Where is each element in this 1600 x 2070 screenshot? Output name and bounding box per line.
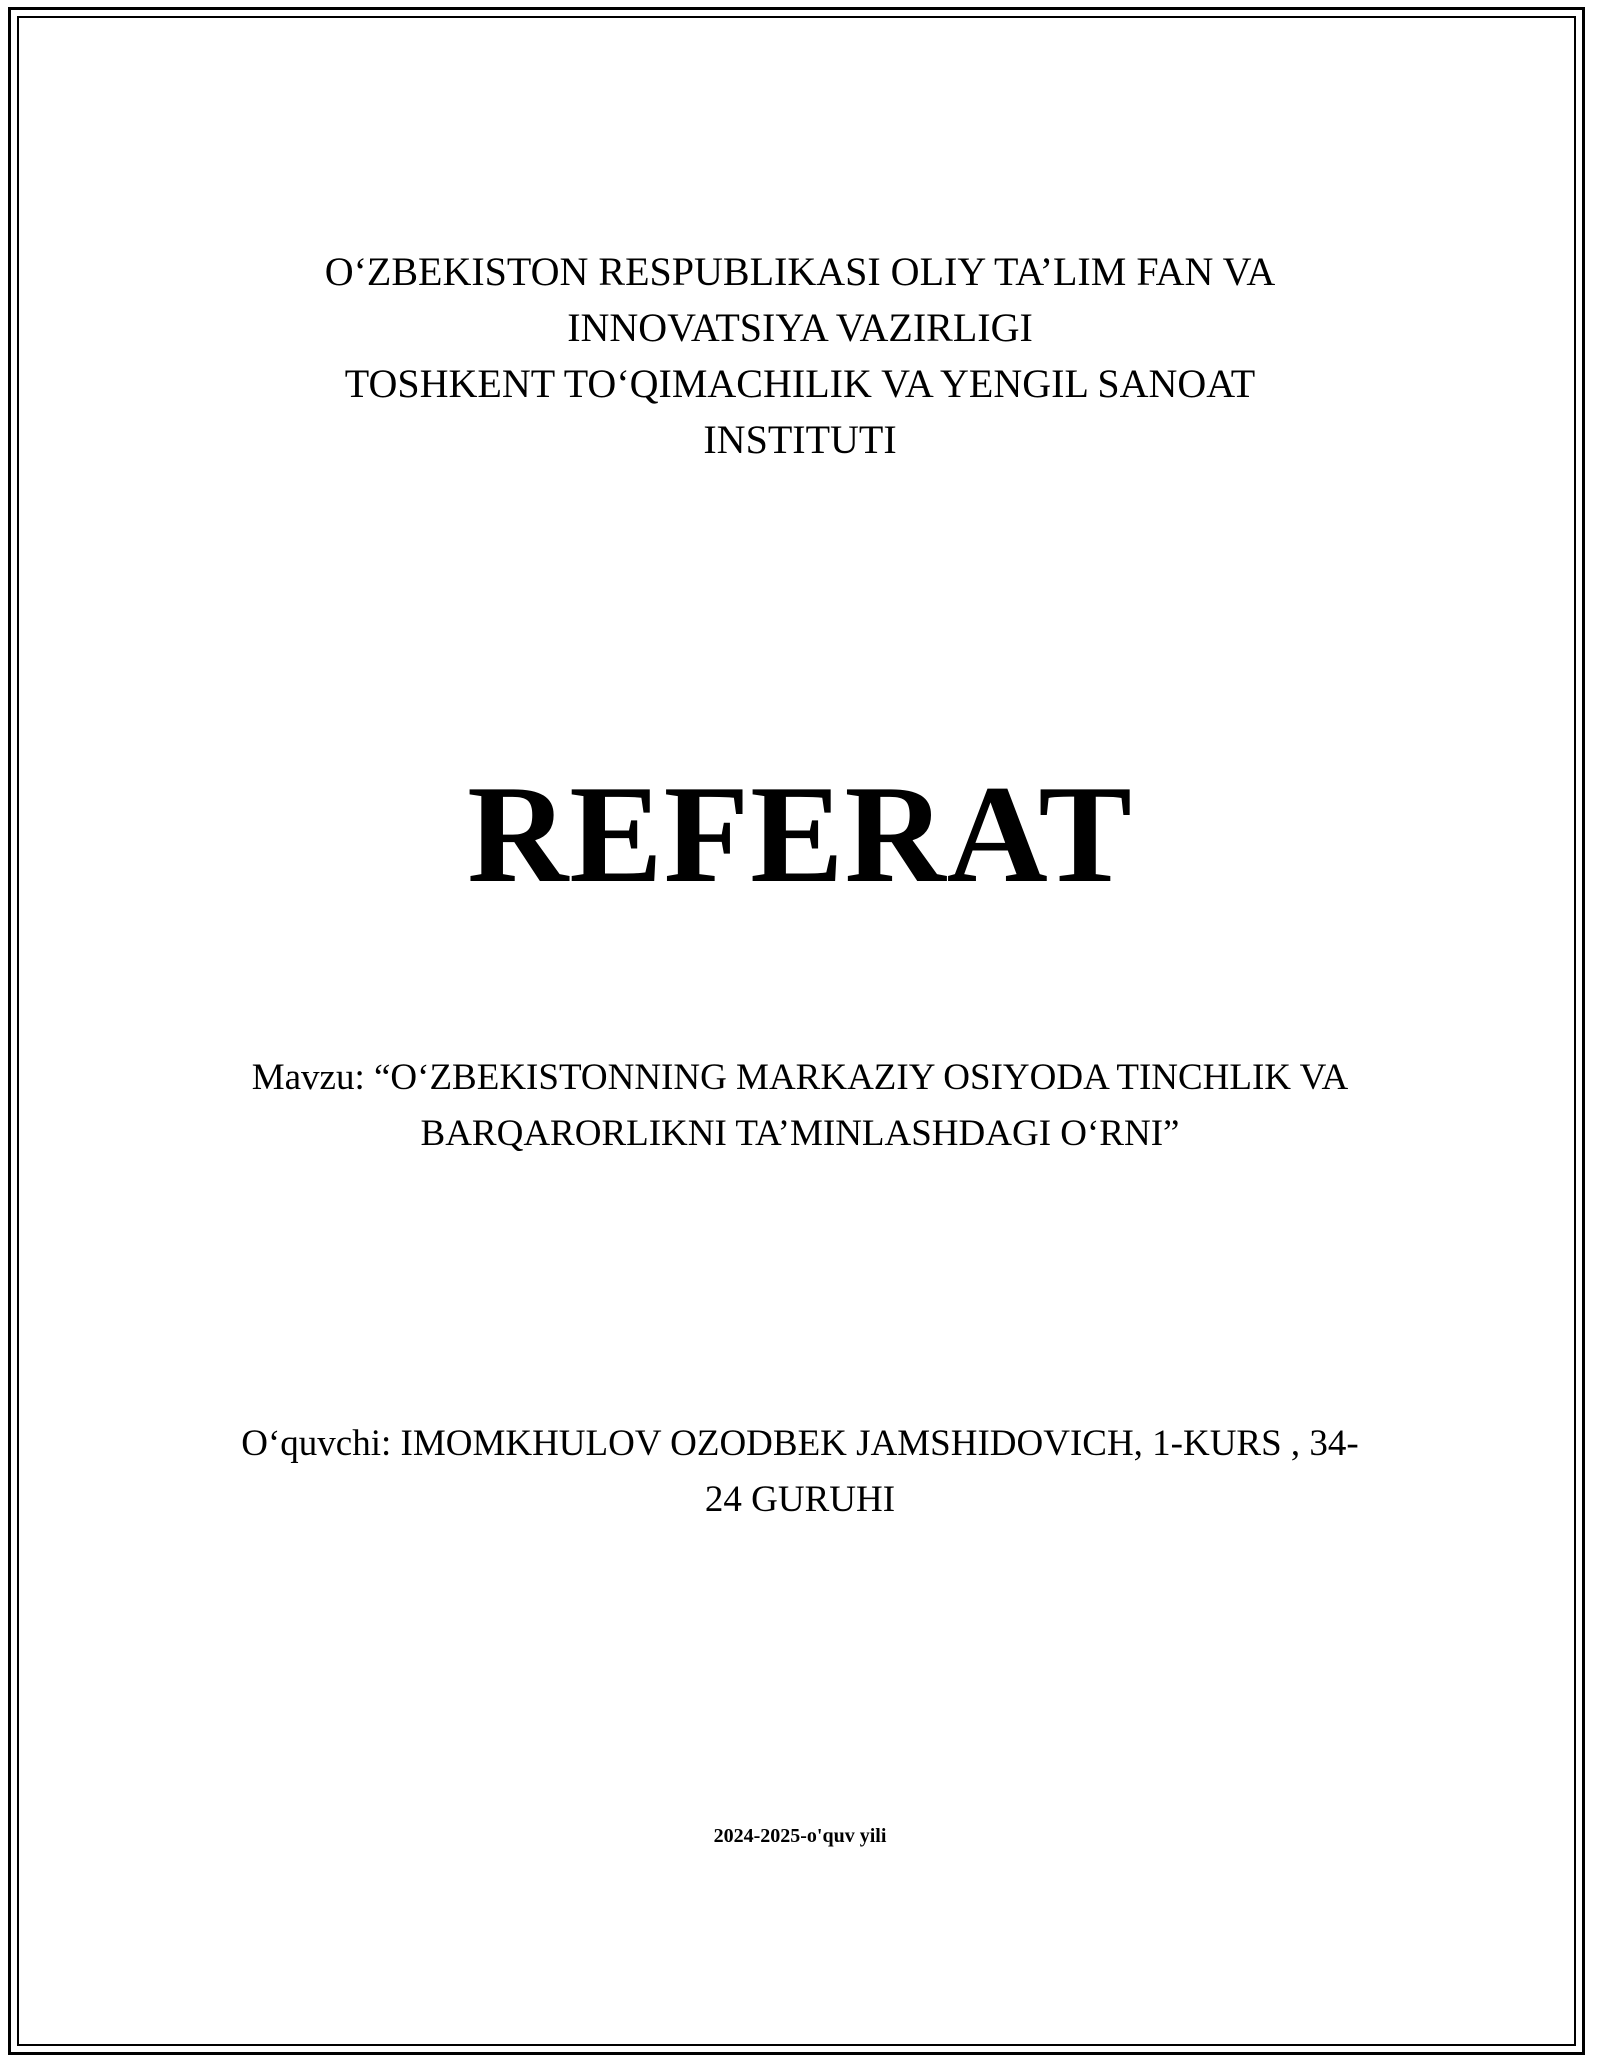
header-line: TOSHKENT TO‘QIMACHILIK VA YENGIL SANOAT xyxy=(344,361,1256,406)
document-title: REFERAT xyxy=(467,757,1133,912)
topic-line: Mavzu: “O‘ZBEKISTONNING MARKAZIY OSIYODA TINCHLIK VA xyxy=(251,1057,1349,1098)
student-line: O‘quvchi: IMOMKHULOV OZODBEK JAMSHIDOVICH, 1-KURS , 34- xyxy=(241,1423,1359,1464)
header-line: O‘ZBEKISTON RESPUBLIKASI OLIY TA’LIM FAN VA xyxy=(324,249,1276,294)
academic-year: 2024-2025-o'quv yili xyxy=(713,1825,887,1847)
topic-line: BARQARORLIKNI TA’MINLASHDAGI O‘RNI” xyxy=(420,1113,1180,1154)
student-line: 24 GURUHI xyxy=(704,1479,896,1520)
student-block xyxy=(0,1416,1600,1528)
institution-header xyxy=(0,244,1600,468)
header-line: INSTITUTI xyxy=(703,417,897,462)
header-line: INNOVATSIYA VAZIRLIGI xyxy=(567,305,1033,350)
topic-block xyxy=(0,1050,1600,1162)
